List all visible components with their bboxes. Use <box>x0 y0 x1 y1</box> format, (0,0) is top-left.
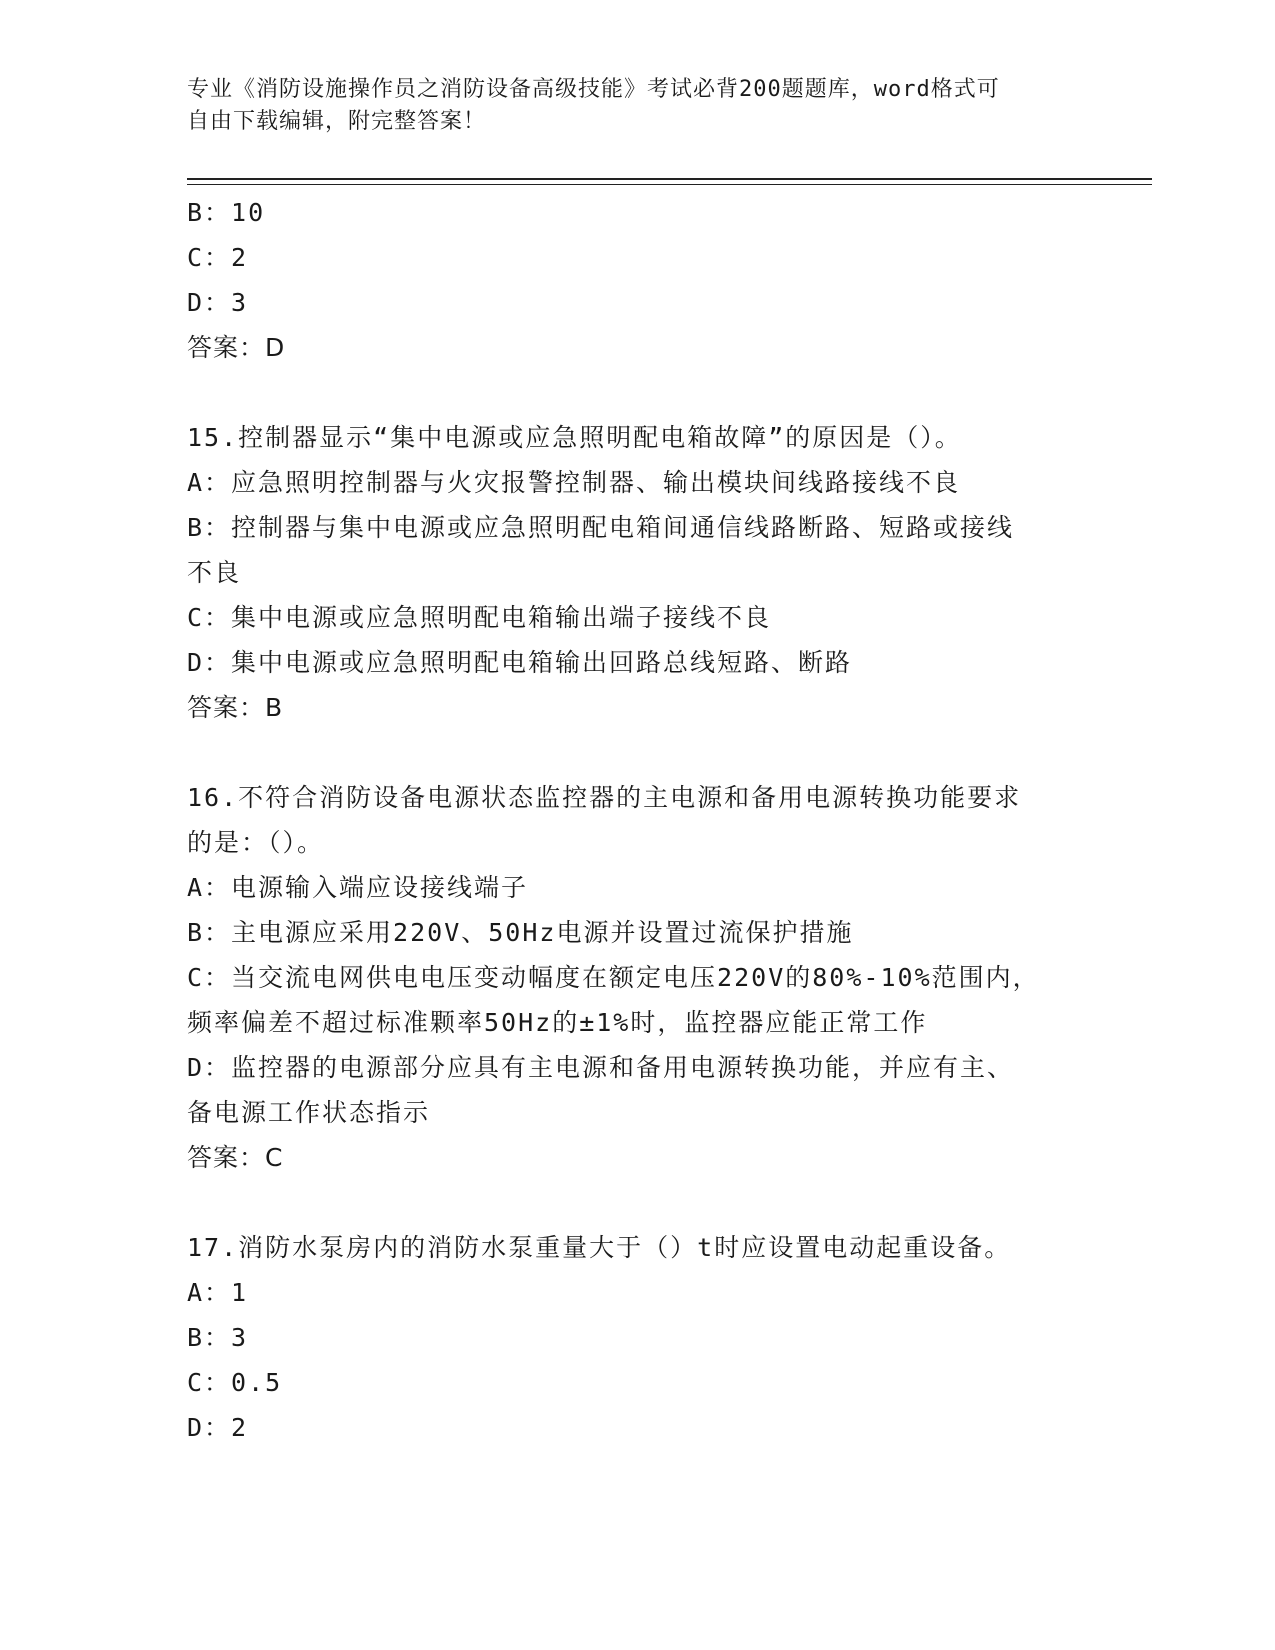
question-text: 16.不符合消防设备电源状态监控器的主电源和备用电源转换功能要求 <box>187 783 1022 812</box>
header-line-2: 自由下载编辑，附完整答案！ <box>187 109 487 134</box>
question-text: 15.控制器显示“集中电源或应急照明配电箱故障”的原因是（）。 <box>187 423 962 452</box>
option-a: A：应急照明控制器与火灾报警控制器、输出模块间线路接线不良 <box>187 468 961 497</box>
option-c: C：0.5 <box>187 1368 283 1397</box>
option-b-continued: 不良 <box>187 558 242 587</box>
answer: 答案：D <box>187 333 286 362</box>
option-b: B：主电源应采用220V、50Hz电源并设置过流保护措施 <box>187 918 854 947</box>
header-rule-thick <box>187 178 1152 180</box>
option-b: B：10 <box>187 198 266 227</box>
spacer <box>187 1180 1087 1225</box>
question-text-continued: 的是：（）。 <box>187 828 325 857</box>
option-a: A：电源输入端应设接线端子 <box>187 873 529 902</box>
option-a: A：1 <box>187 1278 249 1307</box>
header-line-1: 专业《消防设施操作员之消防设备高级技能》考试必背200题题库，word格式可 <box>187 77 1000 102</box>
option-d: D：3 <box>187 288 249 317</box>
option-d: D：2 <box>187 1413 249 1442</box>
option-c: C：当交流电网供电电压变动幅度在额定电压220V的80%-10%范围内， <box>187 963 1040 992</box>
question-14-tail <box>187 190 1087 370</box>
option-d-continued: 备电源工作状态指示 <box>187 1098 431 1127</box>
answer: 答案：B <box>187 693 284 722</box>
option-b: B：控制器与集中电源或应急照明配电箱间通信线路断路、短路或接线 <box>187 513 1015 542</box>
option-c: C：2 <box>187 243 249 272</box>
spacer <box>187 730 1087 775</box>
document-header <box>187 74 1067 138</box>
spacer <box>187 370 1087 415</box>
question-16 <box>187 775 1087 1180</box>
header-rule-thin <box>187 184 1152 185</box>
option-c-continued: 频率偏差不超过标准颗率50Hz的±1%时，监控器应能正常工作 <box>187 1008 928 1037</box>
option-b: B：3 <box>187 1323 249 1352</box>
option-d: D：集中电源或应急照明配电箱输出回路总线短路、断路 <box>187 648 853 677</box>
question-15 <box>187 415 1087 730</box>
question-text: 17.消防水泵房内的消防水泵重量大于（）t时应设置电动起重设备。 <box>187 1233 1012 1262</box>
question-list <box>187 190 1087 1450</box>
option-d: D：监控器的电源部分应具有主电源和备用电源转换功能，并应有主、 <box>187 1053 1015 1082</box>
question-17 <box>187 1225 1087 1450</box>
option-c: C：集中电源或应急照明配电箱输出端子接线不良 <box>187 603 772 632</box>
answer: 答案：C <box>187 1143 284 1172</box>
